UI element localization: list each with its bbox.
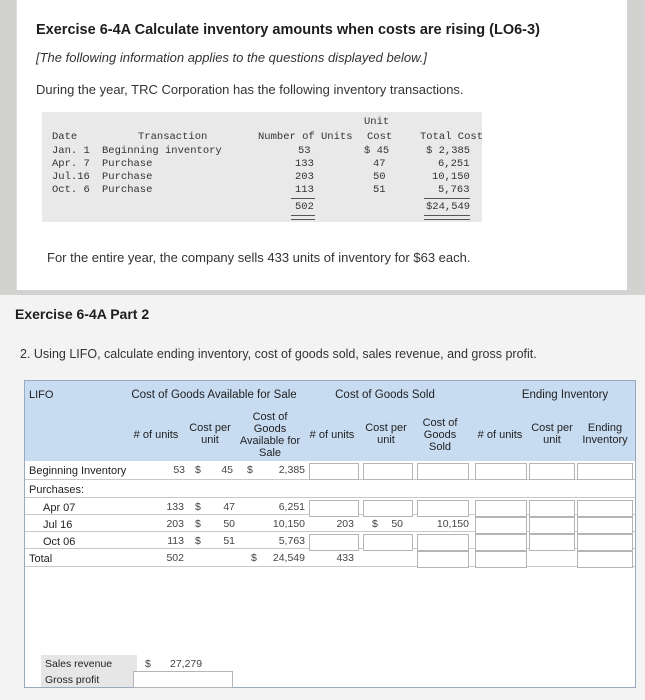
tx-units: 203 <box>295 171 314 183</box>
beginning-total-value: 2,385 <box>278 464 305 476</box>
row-beginning-label: Beginning Inventory <box>29 465 127 477</box>
apr-end-inventory-input[interactable] <box>577 500 633 517</box>
apr-total-value: 6,251 <box>278 501 305 513</box>
part-title: Exercise 6-4A Part 2 <box>15 306 150 322</box>
jul-end-units-input[interactable] <box>475 517 527 534</box>
question-text: 2. Using LIFO, calculate ending inventory, cost of goods sold, sales revenue, and gross profit. <box>20 347 537 361</box>
apr-units-value: 133 <box>166 501 184 513</box>
exercise-title: Exercise 6-4A Calculate inventory amounts when costs are rising (LO6-3) <box>36 22 540 38</box>
col-end-cost: Cost per unit <box>531 422 573 446</box>
beginning-cogs-input[interactable] <box>417 463 469 480</box>
intro-note: [The following information applies to the questions displayed below.] <box>36 50 427 65</box>
apr-cogs-input[interactable] <box>417 500 469 517</box>
tx-transaction: Purchase <box>102 158 153 170</box>
tx-total: $ 2,385 <box>426 145 471 157</box>
oct-cogs-input[interactable] <box>417 534 469 551</box>
jul-end-cost-input[interactable] <box>529 517 575 534</box>
tx-date: Oct. 6 <box>52 184 90 196</box>
tx-cost: 51 <box>373 184 386 196</box>
dollar-sign: $ <box>195 518 201 530</box>
total-cogas-value: 24,549 <box>272 552 305 564</box>
section-available: Cost of Goods Available for Sale <box>131 389 297 401</box>
transactions-table <box>42 112 482 222</box>
total-end-inventory-input[interactable] <box>577 551 633 568</box>
tx-date: Jan. 1 <box>52 145 90 157</box>
beginning-sold-units-input[interactable] <box>309 463 359 480</box>
row-purchases-label: Purchases: <box>29 484 85 496</box>
beginning-end-units-input[interactable] <box>475 463 527 480</box>
row-total-label: Total <box>29 553 53 565</box>
date-header: Date <box>52 131 78 143</box>
beginning-end-cost-input[interactable] <box>529 463 575 480</box>
units-header: Number of Units <box>258 131 353 143</box>
during-text: During the year, TRC Corporation has the following inventory transactions. <box>36 82 464 97</box>
row-jul-label: Jul 16 <box>43 519 73 531</box>
sales-revenue-value: 27,279 <box>170 658 203 670</box>
oct-sold-cost-input[interactable] <box>363 534 413 551</box>
jul-sold-units-value: 203 <box>336 518 354 530</box>
beginning-units-value: 53 <box>173 464 185 476</box>
col-cogas: Cost of Goods Available for Sale <box>239 411 301 459</box>
col-sold-units: # of units <box>309 429 355 441</box>
gross-profit-label: Gross profit <box>45 674 100 686</box>
total-cost-header: Total Cost <box>420 131 484 143</box>
apr-sold-cost-input[interactable] <box>363 500 413 517</box>
total-end-units-input[interactable] <box>475 551 527 568</box>
col-units: # of units <box>133 429 179 441</box>
tx-total-units: 502 <box>295 201 314 213</box>
col-cost-per-unit: Cost per unit <box>189 422 231 446</box>
beginning-cost-value: 45 <box>221 464 233 476</box>
tx-transaction: Purchase <box>102 184 153 196</box>
method-label: LIFO <box>29 389 54 401</box>
dollar-sign: $ <box>372 518 378 530</box>
section-ending: Ending Inventory <box>521 389 609 401</box>
total-units-value: 502 <box>166 552 184 564</box>
oct-cost-value: 51 <box>223 535 235 547</box>
units-sum-rule <box>291 198 315 199</box>
dollar-sign: $ <box>195 535 201 547</box>
tx-total: 6,251 <box>438 158 470 170</box>
total-sold-units-value: 433 <box>336 552 354 564</box>
tx-date: Apr. 7 <box>52 158 90 170</box>
gross-profit-input[interactable] <box>133 671 233 688</box>
cost-sum-rule <box>424 198 470 199</box>
tx-cost: 47 <box>373 158 386 170</box>
section-sold: Cost of Goods Sold <box>335 389 435 401</box>
apr-sold-units-input[interactable] <box>309 500 359 517</box>
col-sold-cost: Cost per unit <box>365 422 407 446</box>
oct-total-value: 5,763 <box>278 535 305 547</box>
beginning-sold-cost-input[interactable] <box>363 463 413 480</box>
jul-sold-total-value: 10,150 <box>436 518 469 530</box>
tx-cost: $ 45 <box>364 145 390 157</box>
oct-sold-units-input[interactable] <box>309 534 359 551</box>
jul-end-inventory-input[interactable] <box>577 517 633 534</box>
col-cogs: Cost of Goods Sold <box>422 417 458 453</box>
jul-total-value: 10,150 <box>272 518 305 530</box>
tx-total-cost: $24,549 <box>426 201 471 213</box>
tx-total: 5,763 <box>438 184 470 196</box>
lifo-worksheet <box>24 380 636 688</box>
transaction-header: Transaction <box>138 131 208 143</box>
tx-cost: 50 <box>373 171 386 183</box>
jul-cost-value: 50 <box>223 518 235 530</box>
oct-end-inventory-input[interactable] <box>577 534 633 551</box>
dollar-sign: $ <box>145 658 151 670</box>
beginning-end-inventory-input[interactable] <box>577 463 633 480</box>
oct-units-value: 113 <box>167 535 184 547</box>
jul-units-value: 203 <box>166 518 184 530</box>
apr-end-units-input[interactable] <box>475 500 527 517</box>
col-end-units: # of units <box>477 429 523 441</box>
cost-double-rule <box>424 215 470 220</box>
tx-units: 53 <box>298 145 311 157</box>
row-apr-label: Apr 07 <box>43 502 76 514</box>
jul-sold-cost-value: 50 <box>391 518 403 530</box>
tx-total: 10,150 <box>432 171 470 183</box>
total-cogs-input[interactable] <box>417 551 469 568</box>
row-divider <box>25 566 635 567</box>
dollar-sign: $ <box>195 464 201 476</box>
sales-revenue-label: Sales revenue <box>45 658 113 670</box>
tx-transaction: Beginning inventory <box>102 145 222 157</box>
sales-statement: For the entire year, the company sells 433 units of inventory for $63 each. <box>47 250 471 265</box>
cost-header: Cost <box>367 131 393 143</box>
apr-end-cost-input[interactable] <box>529 500 575 517</box>
tx-date: Jul.16 <box>52 171 90 183</box>
tx-units: 113 <box>295 184 314 196</box>
tx-transaction: Purchase <box>102 171 153 183</box>
unit-header-1: Unit <box>364 116 390 128</box>
col-end-inventory: Ending Inventory <box>582 422 628 446</box>
dollar-sign: $ <box>195 501 201 513</box>
dollar-sign: $ <box>247 464 253 476</box>
oct-end-units-input[interactable] <box>475 534 527 551</box>
row-oct-label: Oct 06 <box>43 536 76 548</box>
dollar-sign: $ <box>251 552 257 564</box>
row-divider <box>25 497 635 498</box>
units-double-rule <box>291 215 315 220</box>
tx-units: 133 <box>295 158 314 170</box>
oct-end-cost-input[interactable] <box>529 534 575 551</box>
apr-cost-value: 47 <box>223 501 235 513</box>
